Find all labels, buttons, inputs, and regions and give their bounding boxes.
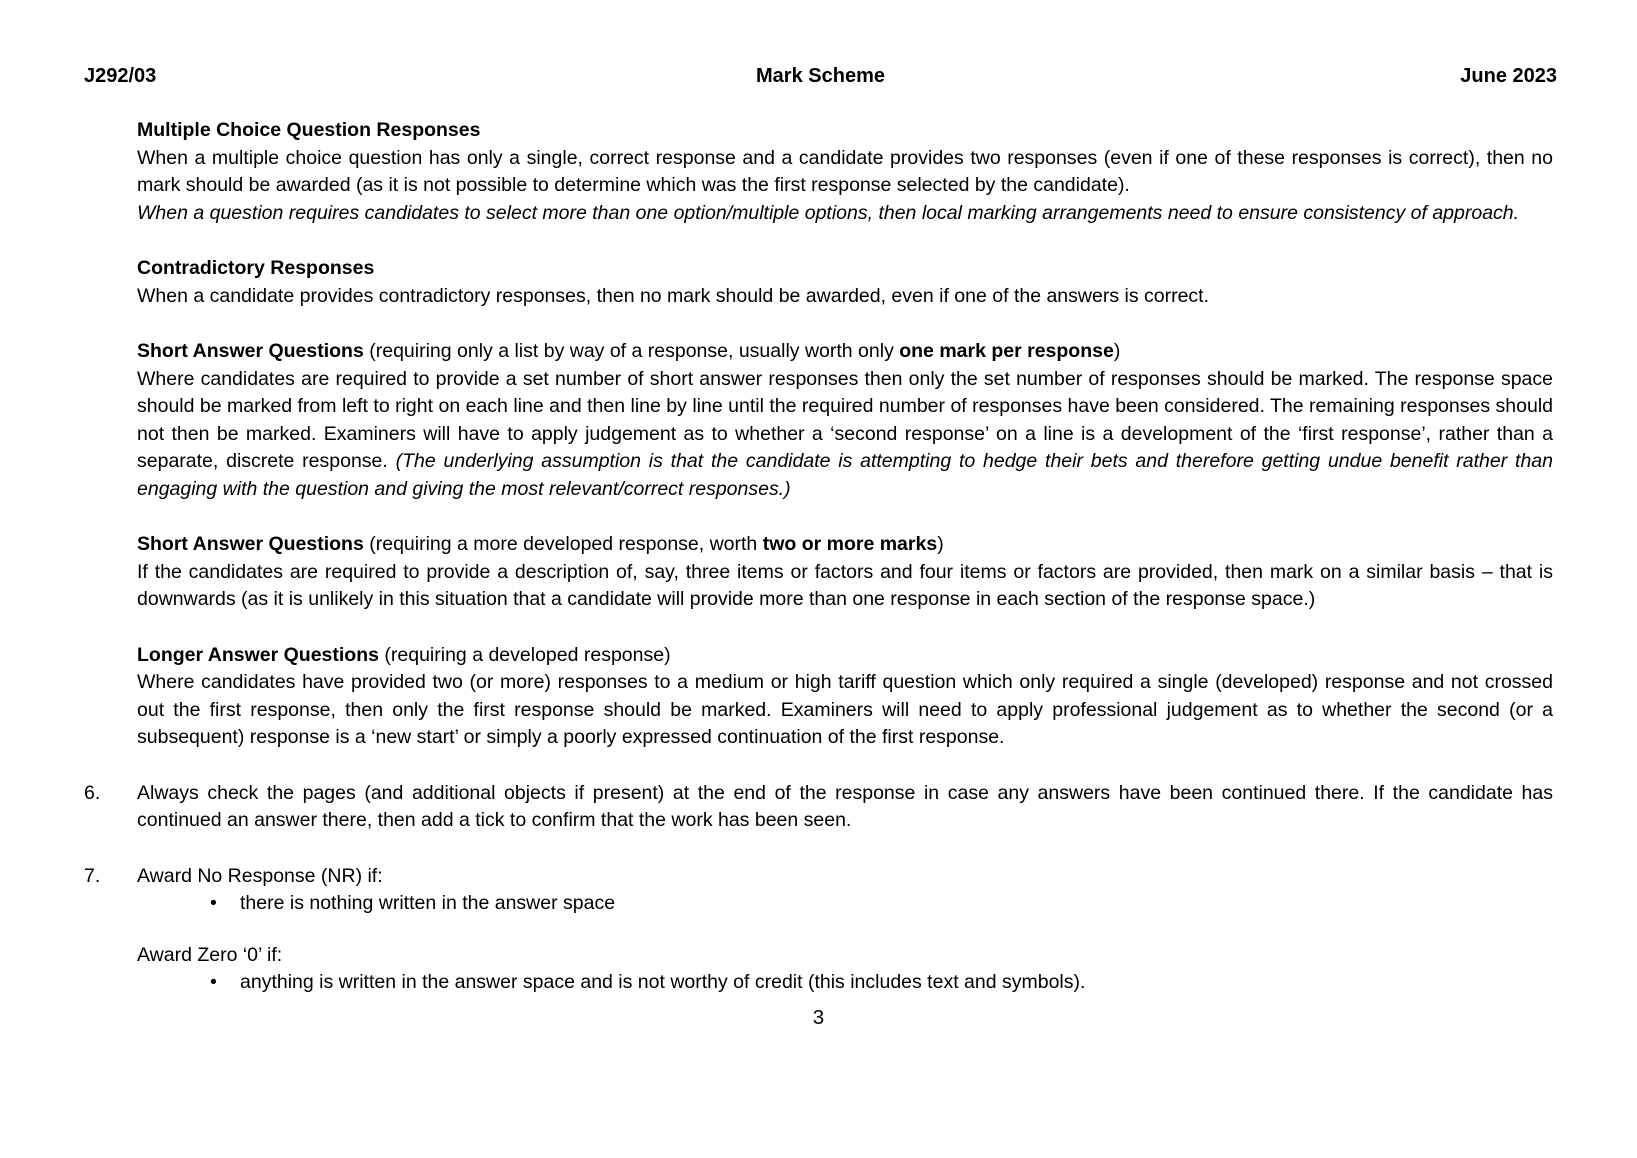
- item-text: Always check the pages (and additional objects if present) at the end of the response in case any answers have been continued there. If the candidate has continued an answer there, then add a tick to confirm that the work has been seen.: [137, 781, 1553, 831]
- section-heading-multiple-choice: Multiple Choice Question Responses: [137, 119, 481, 141]
- heading-normal-run: (requiring only a list by way of a response, usually worth only: [363, 340, 900, 362]
- paragraph-mcq: When a multiple choice question has only a single, correct response and a candidate provides two responses (even if one of these responses is correct), then no mark should be awarded (as it is not possible to determine which was the first response selected by the candidate).: [137, 146, 1553, 196]
- paragraph-contradictory: When a candidate provides contradictory responses, then no mark should be awarded, even if one of the answers is correct.: [137, 284, 1210, 307]
- doc-date: June 2023: [1460, 65, 1557, 87]
- section-heading-contradictory: Contradictory Responses: [137, 257, 375, 279]
- heading-bold-run: Longer Answer Questions: [137, 643, 379, 666]
- bullet-icon: •: [210, 892, 217, 914]
- page-header: [84, 64, 1557, 88]
- numbered-item-6: [84, 780, 1553, 835]
- paragraph-short-answer-developed: If the candidates are required to provide a description of, say, three items or factors and four items or factors are provided, then mark on a similar basis – that is downwards (as it is unlikely in this situation that a candidate will provide more than one response in each section of the response space.): [137, 560, 1553, 610]
- doc-code: J292/03: [84, 65, 157, 87]
- heading-bold-run: one mark per response: [899, 340, 1114, 362]
- paragraph-mcq-italic: When a question requires candidates to select more than one option/multiple options, then local marking arrangements need to ensure consistency of approach.: [137, 201, 1520, 224]
- section-contradictory: [137, 255, 1553, 310]
- item-number: 6.: [84, 781, 101, 804]
- numbered-item-7: [84, 863, 1553, 997]
- paragraph-longer-answer: Where candidates have provided two (or more) responses to a medium or high tariff question which only required a single (developed) response and not crossed out the first response, then only the first response should be marked. Examiners will need to apply professional judgement as to whether the second (or a subsequent) response is a ‘new start’ or simply a poorly expressed continuation of the first response.: [137, 671, 1553, 748]
- paragraph-normal-run: Where candidates are required to provide a set number of short answer responses then only the set number of responses should be marked. The response space should be marked from left to right on each line and then line by line until the required number of responses have been considered. The remaining responses should not then be marked. Examiners will have to apply judgement as to whether a ‘second response’ on a line is a development of the ‘first response’, rather than a separate, discrete response.: [137, 367, 1553, 472]
- heading-normal-run: ): [937, 533, 944, 555]
- heading-normal-run: (requiring a more developed response, worth: [363, 533, 763, 555]
- section-heading-short-answer-list: [137, 338, 1553, 366]
- bullet-text: there is nothing written in the answer space: [240, 892, 616, 914]
- item-number: 7.: [84, 864, 101, 887]
- section-short-answer-list: [137, 338, 1553, 503]
- section-short-answer-developed: [137, 531, 1553, 614]
- document-body: [84, 117, 1553, 1031]
- section-multiple-choice: [137, 117, 1553, 227]
- bullet-item: [137, 969, 1553, 997]
- paragraph-short-answer-list: [137, 366, 1553, 504]
- bullet-icon: •: [210, 971, 217, 993]
- bullet-text: anything is written in the answer space and is not worthy of credit (this includes text and symbols).: [240, 971, 1086, 993]
- heading-bold-run: Short Answer Questions: [137, 340, 364, 362]
- heading-normal-run: ): [1113, 340, 1121, 362]
- section-heading-short-answer-developed: [137, 531, 1553, 559]
- heading-bold-run: two or more marks: [762, 533, 938, 555]
- section-longer-answer: [137, 642, 1553, 752]
- heading-normal-run: (requiring a developed response): [378, 643, 671, 666]
- section-heading-longer-answer: [137, 642, 1553, 670]
- doc-title: Mark Scheme: [756, 65, 885, 87]
- item-body: [137, 863, 1553, 997]
- heading-bold-run: Short Answer Questions: [137, 533, 364, 555]
- bullet-item: [137, 890, 1553, 918]
- item-lead-text: Award No Response (NR) if:: [137, 864, 383, 887]
- page-number: 3: [812, 1005, 825, 1029]
- item-lead-text-zero: Award Zero ‘0’ if:: [137, 943, 283, 966]
- paragraph-italic-run: (The underlying assumption is that the candidate is attempting to hedge their bets and therefore getting undue benefit rather than engaging with the question and giving the most relevant/correct responses.): [137, 450, 1553, 500]
